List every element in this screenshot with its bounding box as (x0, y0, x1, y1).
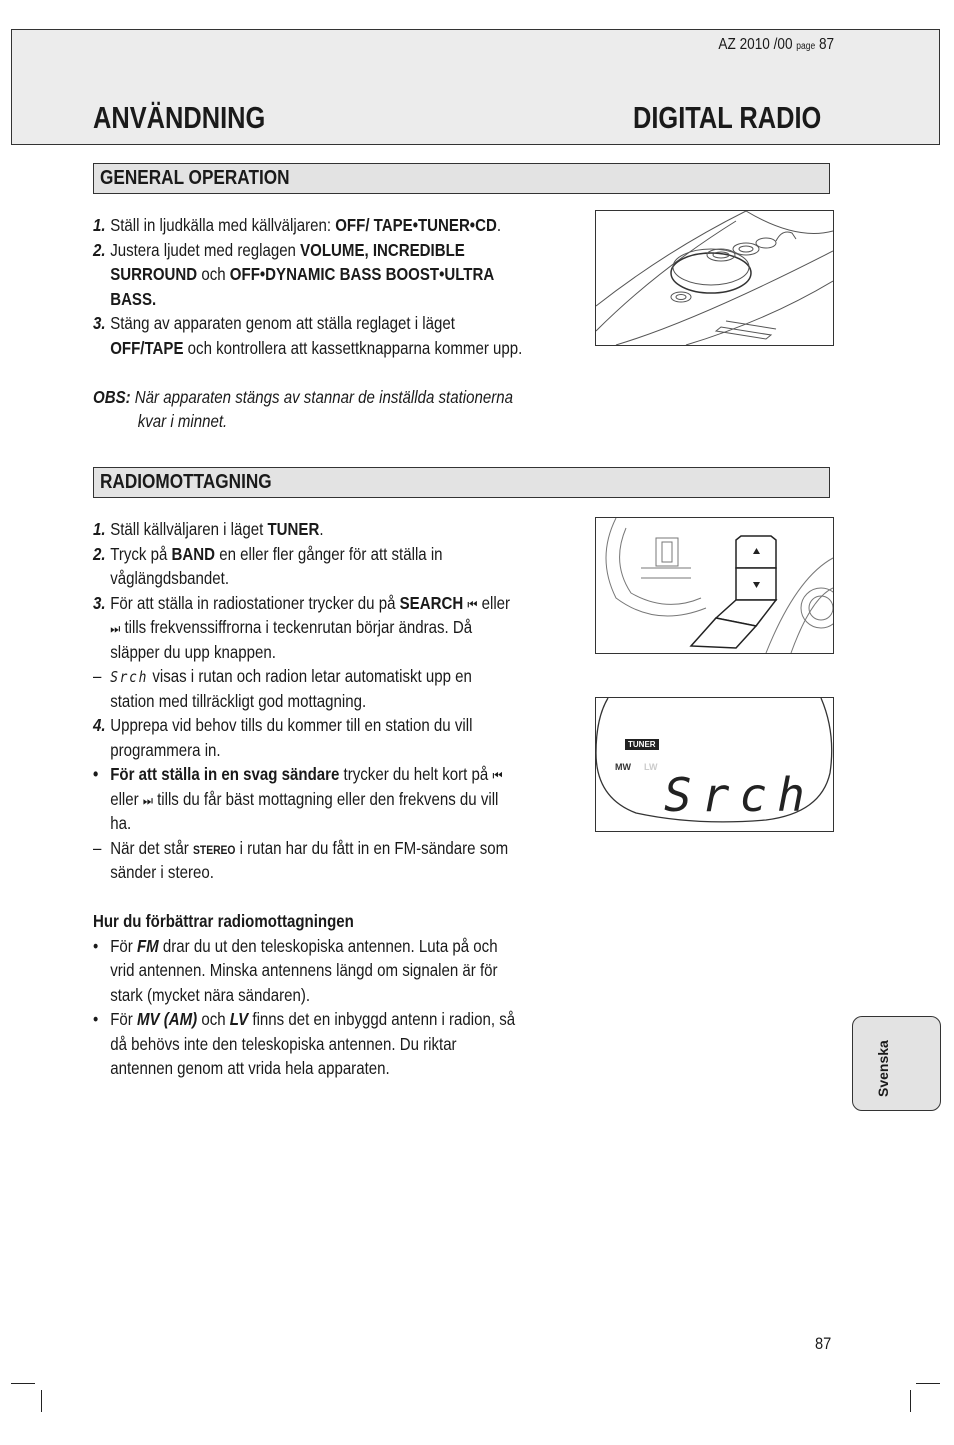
lcd-display-illustration (595, 697, 834, 832)
radio-step-3: 3. För att ställa in radiostationer trycker du på SEARCH ⏮ eller (93, 592, 511, 613)
crop-mark (910, 1390, 911, 1412)
next-icon: ⏭ (110, 621, 121, 636)
volume-knob-illustration (595, 210, 834, 346)
search-buttons-illustration (595, 517, 834, 654)
footer-page-number: 87 (815, 1334, 832, 1353)
note: OBS: När apparaten stängs av stannar de inställda stationerna (93, 386, 513, 407)
step-1: 1. Ställ in ljudkälla med källväljaren: OFF/ TAPE•TUNER•CD. (93, 215, 502, 235)
improve-bullet-am: • För MV (AM) och LV finns det en inbyggd antenn i radion, så (93, 1009, 516, 1029)
section-radiomottagning (93, 467, 830, 498)
section-general-operation (93, 163, 830, 194)
model-line (718, 36, 834, 54)
page-title-right: DIGITAL RADIO (633, 100, 822, 135)
radio-bullet-weak: • För att ställa in en svag sändare trycker du helt kort på ⏮ (93, 764, 503, 784)
lcd-srch-text: Srch (110, 668, 149, 686)
crop-mark (916, 1383, 940, 1384)
next-icon: ⏭ (142, 792, 153, 808)
model-number: AZ 2010 /00 (718, 36, 793, 53)
general-operation-text: 1. Ställ in ljudkälla med källväljaren: OFF/ TAPE•TUNER•CD. 2. Justera ljudet med reglagen VOLUME, INCREDIBLE SURROUND och OFF•DYNAMIC BASS BOOST•ULTRA BASS. 3. Stäng av apparaten genom att ställa reglaget i läget OFF/TAPE och kontrollera att kassettknapparna kommer upp. OBS: När apparaten stängs av stannar de inställda stationerna kvar i minnet. (93, 213, 575, 434)
crop-mark (41, 1390, 42, 1412)
section-heading: RADIOMOTTAGNING (100, 471, 272, 493)
radio-dash-1: – Srch visas i rutan och radion letar automatiskt upp en (93, 666, 472, 686)
step-2: 2. Justera ljudet med reglagen VOLUME, INCREDIBLE (93, 239, 465, 260)
radio-text: 1. Ställ källväljaren i läget TUNER. 2. Tryck på BAND en eller fler gånger för att ställa in våglängdsbandet. 3. För att ställa in radiostationer trycker du på SEARCH ⏮ eller ⏭ tills frekvenssiffrorna i teckenrutan börjar ändras. Då släpper du upp knappen. – Srch visas i rutan och radion letar automatiskt upp en station med tillräckligt god mottagning. 4. Upprepa vid behov tills du kommer till en station du vill programmera in. • För att ställa in en svag sändare trycker du helt kort på ⏮ eller ⏭ tills du får bäst mottagning eller den frekvens du vill ha. – När det står STEREO i rutan har du fått in en FM-sändare som sänder i stereo. Hur du förbättrar radiomottagningen • För FM drar du ut den teleskopiska antennen. Luta på och vrid antennen. Minska antennens längd om signalen är för stark (mycket nära sändaren). • För MV (AM) och LV finns det en inbyggd antenn i radion, så då behövs inte den teleskopiska antennen. Du riktar antennen genom att vrida hela apparaten. (93, 517, 575, 1081)
page-word: page (796, 41, 816, 52)
prev-icon: ⏮ (492, 768, 503, 783)
step-3: 3. Stäng av apparaten genom att ställa reglaget i läget (93, 313, 455, 333)
improve-bullet-fm: • För FM drar du ut den teleskopiska antennen. Luta på och (93, 935, 498, 956)
language-tab (852, 1016, 941, 1111)
lcd-srch-display: Srch (664, 768, 815, 822)
lw-indicator: LW (644, 762, 658, 772)
section-heading: GENERAL OPERATION (100, 167, 290, 189)
tuner-indicator: TUNER (625, 739, 659, 750)
header-page-number: 87 (818, 36, 834, 53)
prev-icon: ⏮ (467, 596, 478, 612)
improve-heading: Hur du förbättrar radiomottagningen (93, 911, 354, 931)
search-buttons-drawing (596, 518, 833, 653)
mw-indicator: MW (615, 762, 631, 772)
language-label: Svenska (875, 1040, 891, 1097)
radio-step-2: 2. Tryck på BAND en eller fler gånger för att ställa in (93, 543, 443, 564)
radio-step-4: 4. Upprepa vid behov tills du kommer till en station du vill (93, 715, 473, 735)
crop-mark (11, 1383, 35, 1384)
page-title-left: ANVÄNDNING (93, 100, 266, 135)
radio-dash-2: – När det står STEREO i rutan har du fått in en FM-sändare som (93, 837, 509, 858)
radio-step-1: 1. Ställ källväljaren i läget TUNER. (93, 519, 324, 539)
knob-drawing (596, 211, 833, 345)
